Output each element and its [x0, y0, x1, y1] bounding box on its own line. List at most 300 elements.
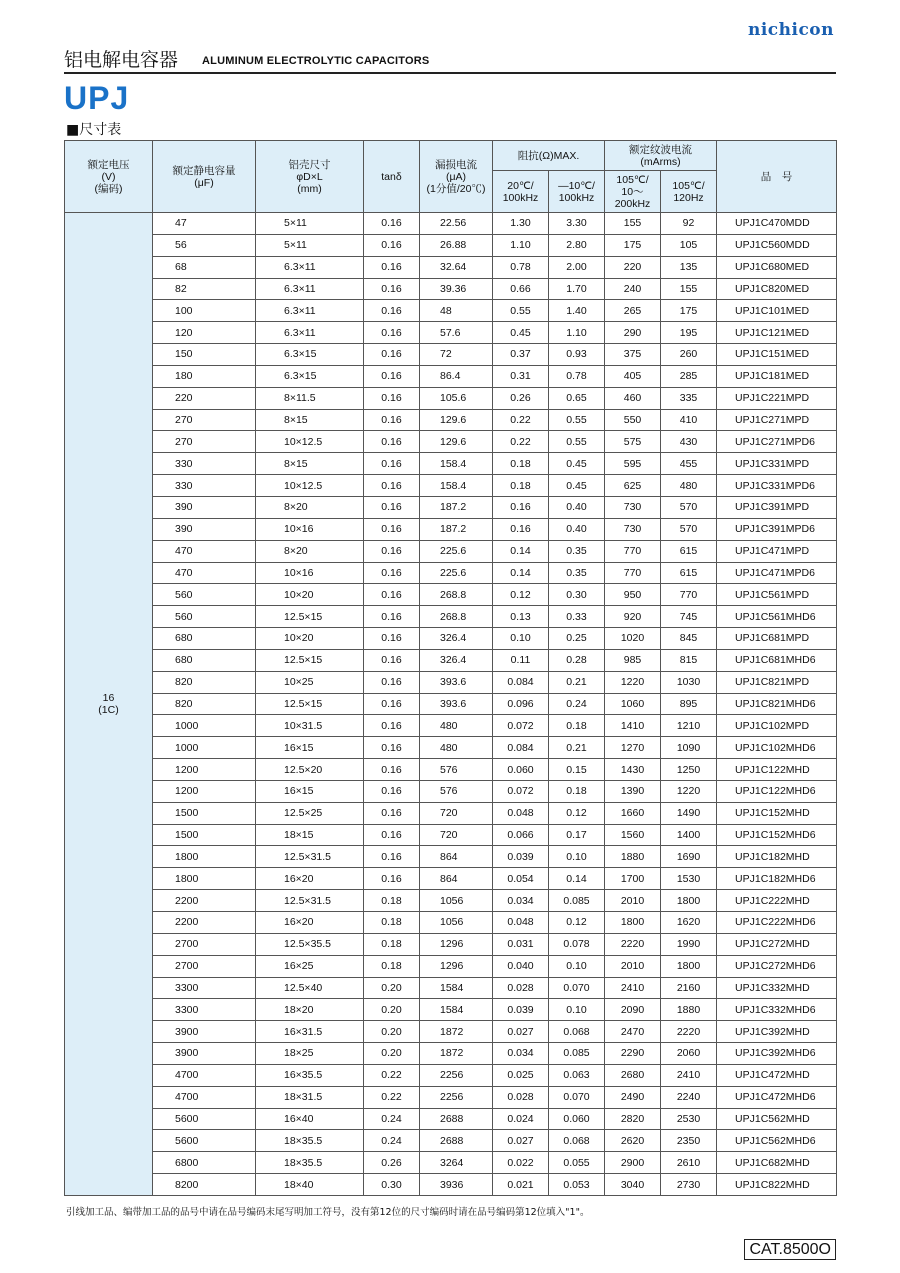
col-ripple-lo: 105℃/ 120Hz	[661, 171, 717, 213]
cell-rlo: 195	[661, 322, 717, 344]
cell-cap: 820	[153, 671, 256, 693]
table-row	[65, 1108, 837, 1130]
cell-z20: 0.072	[493, 780, 549, 802]
cell-rhi: 1800	[605, 912, 661, 934]
cell-tan: 0.16	[364, 475, 420, 497]
cell-leak: 1056	[420, 890, 493, 912]
cell-rhi: 1060	[605, 693, 661, 715]
cell-rlo: 2530	[661, 1108, 717, 1130]
cell-tan: 0.16	[364, 453, 420, 475]
cell-z20: 0.26	[493, 387, 549, 409]
cell-rlo: 2730	[661, 1174, 717, 1196]
cell-z20: 0.11	[493, 649, 549, 671]
cell-tan: 0.16	[364, 256, 420, 278]
cell-rlo: 615	[661, 562, 717, 584]
cell-rlo: 335	[661, 387, 717, 409]
cell-zm10: 0.40	[549, 496, 605, 518]
cell-size: 8×15	[256, 409, 364, 431]
cell-cap: 3900	[153, 1021, 256, 1043]
cell-z20: 0.034	[493, 890, 549, 912]
table-row	[65, 322, 837, 344]
cell-leak: 225.6	[420, 540, 493, 562]
cell-part: UPJ1C472MHD6	[717, 1086, 837, 1108]
cell-zm10: 0.45	[549, 475, 605, 497]
cell-zm10: 0.15	[549, 759, 605, 781]
cell-rhi: 460	[605, 387, 661, 409]
cell-leak: 158.4	[420, 453, 493, 475]
cell-part: UPJ1C271MPD6	[717, 431, 837, 453]
cell-rlo: 1880	[661, 999, 717, 1021]
cell-leak: 1584	[420, 977, 493, 999]
cell-rhi: 2220	[605, 933, 661, 955]
cell-part: UPJ1C271MPD	[717, 409, 837, 431]
cell-size: 18×35.5	[256, 1130, 364, 1152]
cell-tan: 0.20	[364, 977, 420, 999]
cell-size: 18×20	[256, 999, 364, 1021]
cell-cap: 56	[153, 234, 256, 256]
cell-zm10: 0.78	[549, 365, 605, 387]
cell-z20: 0.37	[493, 344, 549, 366]
table-row	[65, 453, 837, 475]
cell-rhi: 985	[605, 649, 661, 671]
cell-leak: 3936	[420, 1174, 493, 1196]
cell-z20: 0.22	[493, 409, 549, 431]
cell-cap: 100	[153, 300, 256, 322]
cell-leak: 32.64	[420, 256, 493, 278]
cell-z20: 0.084	[493, 671, 549, 693]
cell-leak: 187.2	[420, 518, 493, 540]
cell-zm10: 0.21	[549, 671, 605, 693]
cell-z20: 0.022	[493, 1152, 549, 1174]
cell-zm10: 0.55	[549, 409, 605, 431]
cell-rlo: 745	[661, 606, 717, 628]
table-row	[65, 780, 837, 802]
cell-zm10: 1.40	[549, 300, 605, 322]
cell-zm10: 0.45	[549, 453, 605, 475]
cell-zm10: 0.40	[549, 518, 605, 540]
cell-cap: 47	[153, 213, 256, 235]
cell-z20: 0.025	[493, 1064, 549, 1086]
cell-part: UPJ1C122MHD6	[717, 780, 837, 802]
table-row	[65, 431, 837, 453]
col-size: 铝壳尺寸 φD×L (mm)	[256, 141, 364, 213]
cell-leak: 393.6	[420, 671, 493, 693]
cell-tan: 0.16	[364, 802, 420, 824]
cell-tan: 0.18	[364, 955, 420, 977]
cell-rlo: 1220	[661, 780, 717, 802]
cell-rhi: 2010	[605, 955, 661, 977]
cell-cap: 1200	[153, 759, 256, 781]
cell-cap: 180	[153, 365, 256, 387]
table-row	[65, 824, 837, 846]
cell-zm10: 0.21	[549, 737, 605, 759]
cell-tan: 0.16	[364, 584, 420, 606]
cell-part: UPJ1C101MED	[717, 300, 837, 322]
cell-size: 12.5×35.5	[256, 933, 364, 955]
cell-z20: 0.072	[493, 715, 549, 737]
cell-tan: 0.16	[364, 780, 420, 802]
series-name: UPJ	[64, 80, 130, 116]
cell-size: 5×11	[256, 213, 364, 235]
cell-rlo: 105	[661, 234, 717, 256]
cell-part: UPJ1C391MPD6	[717, 518, 837, 540]
cell-part: UPJ1C182MHD	[717, 846, 837, 868]
cell-leak: 864	[420, 868, 493, 890]
cell-part: UPJ1C222MHD	[717, 890, 837, 912]
cell-rhi: 1660	[605, 802, 661, 824]
cell-rhi: 175	[605, 234, 661, 256]
cell-size: 10×12.5	[256, 431, 364, 453]
cell-rlo: 455	[661, 453, 717, 475]
cell-rlo: 815	[661, 649, 717, 671]
table-row	[65, 278, 837, 300]
cell-zm10: 0.18	[549, 780, 605, 802]
cell-size: 12.5×31.5	[256, 890, 364, 912]
cell-part: UPJ1C151MED	[717, 344, 837, 366]
cell-cap: 1000	[153, 715, 256, 737]
cell-z20: 0.10	[493, 628, 549, 650]
cell-z20: 0.027	[493, 1130, 549, 1152]
cell-rhi: 575	[605, 431, 661, 453]
cell-zm10: 0.078	[549, 933, 605, 955]
cell-rlo: 1530	[661, 868, 717, 890]
cell-cap: 150	[153, 344, 256, 366]
table-row	[65, 715, 837, 737]
cell-leak: 326.4	[420, 649, 493, 671]
cell-z20: 0.031	[493, 933, 549, 955]
cell-tan: 0.16	[364, 606, 420, 628]
cell-rhi: 1270	[605, 737, 661, 759]
cell-leak: 576	[420, 780, 493, 802]
cell-rhi: 770	[605, 540, 661, 562]
table-row	[65, 475, 837, 497]
cell-zm10: 0.30	[549, 584, 605, 606]
cell-tan: 0.16	[364, 846, 420, 868]
cell-tan: 0.22	[364, 1064, 420, 1086]
cell-z20: 0.040	[493, 955, 549, 977]
cell-rlo: 2610	[661, 1152, 717, 1174]
cell-rhi: 2410	[605, 977, 661, 999]
cell-z20: 1.10	[493, 234, 549, 256]
cell-part: UPJ1C820MED	[717, 278, 837, 300]
cell-z20: 0.028	[493, 977, 549, 999]
cell-leak: 720	[420, 824, 493, 846]
table-row	[65, 496, 837, 518]
cell-tan: 0.16	[364, 278, 420, 300]
cell-rhi: 1020	[605, 628, 661, 650]
cell-zm10: 1.10	[549, 322, 605, 344]
cell-size: 8×20	[256, 496, 364, 518]
cell-cap: 1800	[153, 846, 256, 868]
cell-z20: 0.039	[493, 846, 549, 868]
cell-part: UPJ1C470MDD	[717, 213, 837, 235]
cell-tan: 0.20	[364, 999, 420, 1021]
cell-part: UPJ1C392MHD	[717, 1021, 837, 1043]
cell-tan: 0.16	[364, 824, 420, 846]
cell-zm10: 0.063	[549, 1064, 605, 1086]
cell-rlo: 1490	[661, 802, 717, 824]
cell-tan: 0.16	[364, 737, 420, 759]
cell-rlo: 1690	[661, 846, 717, 868]
table-row	[65, 387, 837, 409]
cell-zm10: 0.17	[549, 824, 605, 846]
cell-cap: 330	[153, 475, 256, 497]
table-row	[65, 1043, 837, 1065]
cell-cap: 680	[153, 628, 256, 650]
header-title-cn: 铝电解电容器	[64, 49, 179, 71]
cell-rlo: 2160	[661, 977, 717, 999]
cell-cap: 470	[153, 562, 256, 584]
cell-zm10: 0.12	[549, 912, 605, 934]
footnote: 引线加工品、编带加工品的品号中请在品号编码末尾写明加工符号，没有第12位的尺寸编码时请在品号编码第12位填入"1"。	[66, 1207, 590, 1218]
cell-rlo: 570	[661, 518, 717, 540]
cell-cap: 220	[153, 387, 256, 409]
cell-part: UPJ1C152MHD	[717, 802, 837, 824]
cell-tan: 0.16	[364, 387, 420, 409]
cell-z20: 0.31	[493, 365, 549, 387]
cell-rlo: 1090	[661, 737, 717, 759]
cell-part: UPJ1C102MHD6	[717, 737, 837, 759]
cell-rhi: 2680	[605, 1064, 661, 1086]
cell-cap: 2200	[153, 912, 256, 934]
cell-zm10: 0.35	[549, 562, 605, 584]
cell-tan: 0.18	[364, 912, 420, 934]
cell-cap: 4700	[153, 1064, 256, 1086]
cell-rlo: 135	[661, 256, 717, 278]
cell-zm10: 0.10	[549, 846, 605, 868]
cell-tan: 0.18	[364, 890, 420, 912]
cell-rhi: 625	[605, 475, 661, 497]
cell-rhi: 2090	[605, 999, 661, 1021]
cell-rlo: 175	[661, 300, 717, 322]
cell-z20: 0.021	[493, 1174, 549, 1196]
cell-tan: 0.18	[364, 933, 420, 955]
cell-rlo: 2350	[661, 1130, 717, 1152]
cell-cap: 3300	[153, 999, 256, 1021]
cell-zm10: 0.068	[549, 1021, 605, 1043]
cell-z20: 0.55	[493, 300, 549, 322]
cell-size: 10×25	[256, 671, 364, 693]
cell-zm10: 2.00	[549, 256, 605, 278]
cell-tan: 0.16	[364, 409, 420, 431]
catalog-number: CAT.8500O	[744, 1239, 836, 1260]
cell-rhi: 155	[605, 213, 661, 235]
col-voltage: 额定电压 (V) (编码)	[65, 141, 153, 213]
cell-zm10: 0.085	[549, 890, 605, 912]
cell-size: 10×20	[256, 628, 364, 650]
cell-part: UPJ1C222MHD6	[717, 912, 837, 934]
cell-part: UPJ1C332MHD	[717, 977, 837, 999]
cell-z20: 0.027	[493, 1021, 549, 1043]
table-row	[65, 890, 837, 912]
cell-cap: 1200	[153, 780, 256, 802]
cell-cap: 5600	[153, 1108, 256, 1130]
cell-size: 6.3×11	[256, 300, 364, 322]
cell-rhi: 920	[605, 606, 661, 628]
table-row	[65, 628, 837, 650]
cell-part: UPJ1C221MPD	[717, 387, 837, 409]
cell-rhi: 3040	[605, 1174, 661, 1196]
cell-z20: 0.039	[493, 999, 549, 1021]
cell-rhi: 950	[605, 584, 661, 606]
cell-rlo: 155	[661, 278, 717, 300]
cell-rlo: 770	[661, 584, 717, 606]
cell-part: UPJ1C471MPD	[717, 540, 837, 562]
cell-z20: 0.14	[493, 562, 549, 584]
cell-leak: 187.2	[420, 496, 493, 518]
cell-part: UPJ1C562MHD6	[717, 1130, 837, 1152]
cell-zm10: 0.18	[549, 715, 605, 737]
cell-zm10: 0.28	[549, 649, 605, 671]
cell-size: 16×31.5	[256, 1021, 364, 1043]
cell-tan: 0.16	[364, 868, 420, 890]
cell-size: 6.3×11	[256, 278, 364, 300]
cell-cap: 6800	[153, 1152, 256, 1174]
cell-z20: 0.048	[493, 912, 549, 934]
cell-cap: 1500	[153, 824, 256, 846]
cell-part: UPJ1C392MHD6	[717, 1043, 837, 1065]
cell-leak: 129.6	[420, 431, 493, 453]
cell-rlo: 1030	[661, 671, 717, 693]
cell-leak: 105.6	[420, 387, 493, 409]
table-row	[65, 344, 837, 366]
cell-rhi: 405	[605, 365, 661, 387]
cell-size: 18×15	[256, 824, 364, 846]
cell-z20: 0.034	[493, 1043, 549, 1065]
col-part: 品 号	[717, 141, 837, 213]
cell-zm10: 0.10	[549, 955, 605, 977]
cell-rhi: 1220	[605, 671, 661, 693]
cell-cap: 390	[153, 496, 256, 518]
cell-rlo: 1210	[661, 715, 717, 737]
cell-rlo: 1800	[661, 890, 717, 912]
table-row	[65, 802, 837, 824]
cell-zm10: 0.93	[549, 344, 605, 366]
cell-zm10: 0.10	[549, 999, 605, 1021]
cell-rhi: 1700	[605, 868, 661, 890]
cell-part: UPJ1C822MHD	[717, 1174, 837, 1196]
cell-part: UPJ1C561MPD	[717, 584, 837, 606]
cell-part: UPJ1C331MPD6	[717, 475, 837, 497]
cell-cap: 3300	[153, 977, 256, 999]
cell-size: 6.3×15	[256, 365, 364, 387]
cell-cap: 68	[153, 256, 256, 278]
cell-cap: 2700	[153, 933, 256, 955]
table-row	[65, 256, 837, 278]
cell-cap: 2200	[153, 890, 256, 912]
cell-rlo: 480	[661, 475, 717, 497]
table-body	[65, 213, 837, 1196]
cell-part: UPJ1C152MHD6	[717, 824, 837, 846]
cell-z20: 0.14	[493, 540, 549, 562]
cell-cap: 560	[153, 584, 256, 606]
cell-rlo: 1800	[661, 955, 717, 977]
cell-rhi: 1410	[605, 715, 661, 737]
cell-part: UPJ1C471MPD6	[717, 562, 837, 584]
cell-cap: 560	[153, 606, 256, 628]
cell-z20: 1.30	[493, 213, 549, 235]
cell-tan: 0.16	[364, 234, 420, 256]
table-row	[65, 1174, 837, 1196]
cell-rhi: 240	[605, 278, 661, 300]
cell-rlo: 260	[661, 344, 717, 366]
cell-leak: 57.6	[420, 322, 493, 344]
cell-size: 10×31.5	[256, 715, 364, 737]
cell-zm10: 0.35	[549, 540, 605, 562]
cell-part: UPJ1C272MHD	[717, 933, 837, 955]
cell-rlo: 1250	[661, 759, 717, 781]
cell-leak: 268.8	[420, 584, 493, 606]
cell-tan: 0.16	[364, 649, 420, 671]
cell-tan: 0.16	[364, 344, 420, 366]
cell-part: UPJ1C681MPD	[717, 628, 837, 650]
cell-zm10: 0.060	[549, 1108, 605, 1130]
table-row	[65, 933, 837, 955]
cell-rhi: 550	[605, 409, 661, 431]
cell-rlo: 2060	[661, 1043, 717, 1065]
cell-part: UPJ1C472MHD	[717, 1064, 837, 1086]
cell-zm10: 0.24	[549, 693, 605, 715]
cell-part: UPJ1C682MHD	[717, 1152, 837, 1174]
cell-rlo: 92	[661, 213, 717, 235]
cell-size: 6.3×11	[256, 256, 364, 278]
cell-size: 18×40	[256, 1174, 364, 1196]
cell-tan: 0.24	[364, 1130, 420, 1152]
cell-rlo: 845	[661, 628, 717, 650]
cell-zm10: 1.70	[549, 278, 605, 300]
cell-size: 8×11.5	[256, 387, 364, 409]
cell-part: UPJ1C560MDD	[717, 234, 837, 256]
cell-part: UPJ1C181MED	[717, 365, 837, 387]
table-row	[65, 518, 837, 540]
cell-part: UPJ1C561MHD6	[717, 606, 837, 628]
cell-rhi: 730	[605, 518, 661, 540]
cell-tan: 0.16	[364, 365, 420, 387]
cell-rlo: 285	[661, 365, 717, 387]
cell-leak: 326.4	[420, 628, 493, 650]
cell-cap: 680	[153, 649, 256, 671]
cell-leak: 22.56	[420, 213, 493, 235]
cell-size: 8×15	[256, 453, 364, 475]
cell-leak: 720	[420, 802, 493, 824]
cell-z20: 0.048	[493, 802, 549, 824]
table-row	[65, 1064, 837, 1086]
cell-size: 18×35.5	[256, 1152, 364, 1174]
cell-part: UPJ1C182MHD6	[717, 868, 837, 890]
voltage-cell: 16 (1C)	[65, 213, 153, 1196]
cell-z20: 0.066	[493, 824, 549, 846]
table-row	[65, 693, 837, 715]
cell-z20: 0.16	[493, 496, 549, 518]
cell-leak: 1872	[420, 1043, 493, 1065]
cell-tan: 0.16	[364, 496, 420, 518]
cell-size: 8×20	[256, 540, 364, 562]
cell-leak: 72	[420, 344, 493, 366]
table-row	[65, 671, 837, 693]
cell-tan: 0.16	[364, 518, 420, 540]
cell-cap: 270	[153, 431, 256, 453]
cell-size: 12.5×15	[256, 606, 364, 628]
cell-leak: 2688	[420, 1130, 493, 1152]
table-row	[65, 562, 837, 584]
table-row	[65, 1152, 837, 1174]
cell-size: 18×25	[256, 1043, 364, 1065]
cell-rhi: 1560	[605, 824, 661, 846]
cell-size: 10×16	[256, 518, 364, 540]
cell-z20: 0.16	[493, 518, 549, 540]
cell-z20: 0.66	[493, 278, 549, 300]
cell-size: 16×35.5	[256, 1064, 364, 1086]
